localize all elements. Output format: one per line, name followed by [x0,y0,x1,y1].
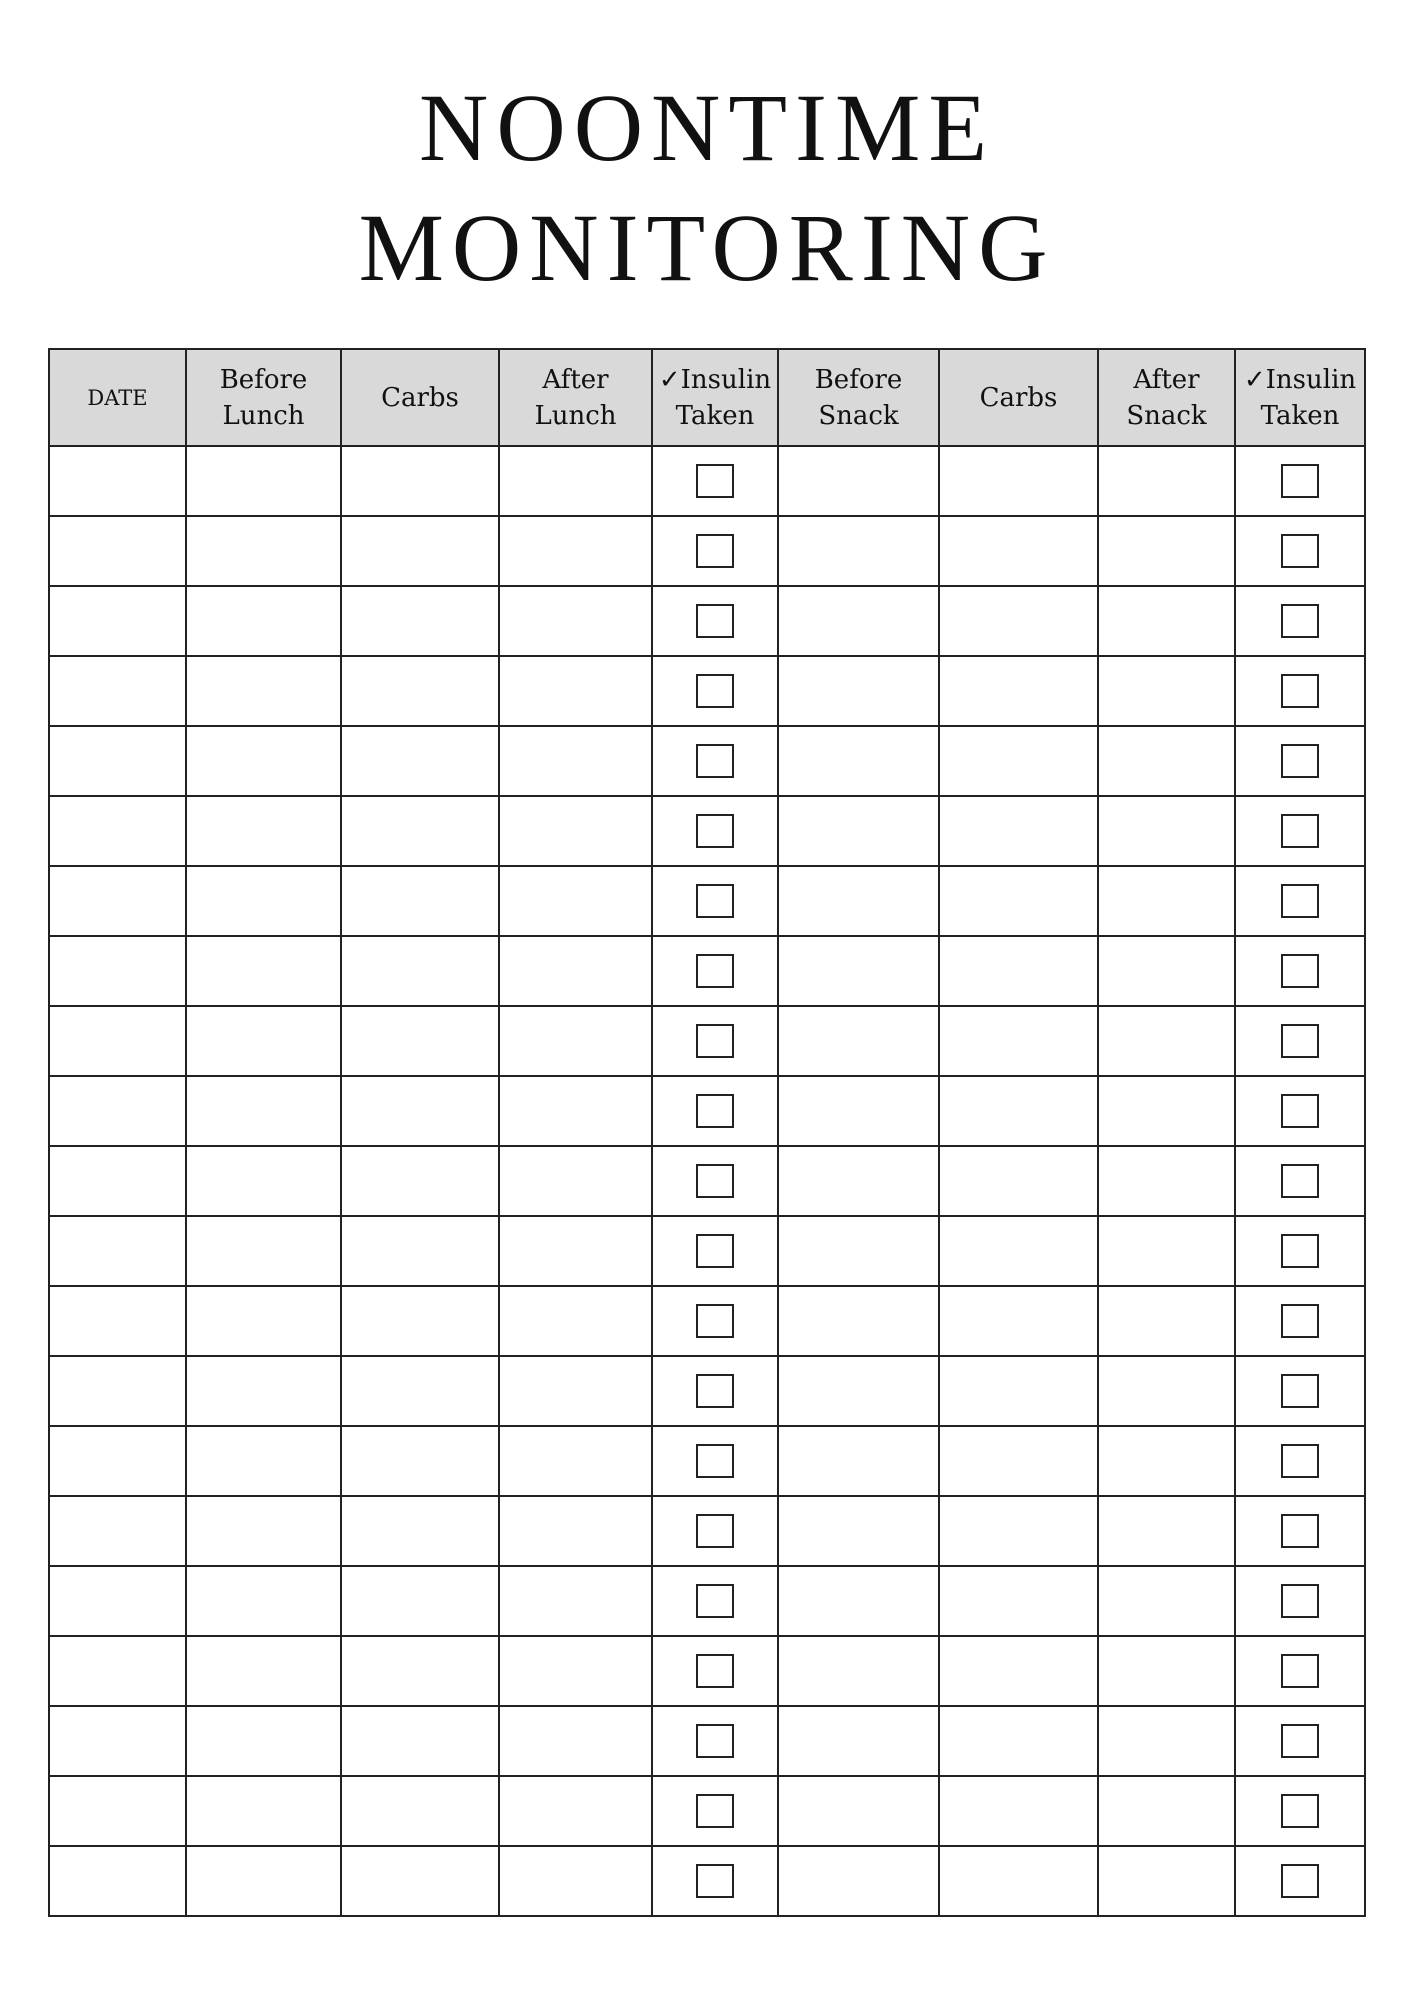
table-row [49,1566,1365,1636]
entry-cell[interactable] [49,1426,186,1496]
entry-cell[interactable] [186,796,341,866]
table-row [49,936,1365,1006]
entry-cell[interactable] [939,1286,1098,1356]
entry-cell[interactable] [49,866,186,936]
entry-cell[interactable] [49,1846,186,1916]
entry-cell[interactable] [341,1496,499,1566]
insulin-taken-checkbox[interactable] [696,954,734,988]
insulin-cell [1235,1636,1365,1706]
entry-cell[interactable] [341,796,499,866]
insulin-taken-checkbox[interactable] [1281,1584,1319,1618]
insulin-taken-checkbox[interactable] [1281,1024,1319,1058]
table-row [49,656,1365,726]
insulin-taken-checkbox[interactable] [696,814,734,848]
entry-cell[interactable] [499,1216,652,1286]
entry-cell[interactable] [1098,1496,1235,1566]
entry-cell[interactable] [778,1146,939,1216]
entry-cell[interactable] [778,1636,939,1706]
table-row [49,1846,1365,1916]
entry-cell[interactable] [341,1706,499,1776]
entry-cell[interactable] [186,1706,341,1776]
entry-cell[interactable] [186,936,341,1006]
entry-cell[interactable] [49,516,186,586]
entry-cell[interactable] [186,516,341,586]
entry-cell[interactable] [1098,796,1235,866]
entry-cell[interactable] [1098,1706,1235,1776]
entry-cell[interactable] [186,1216,341,1286]
entry-cell[interactable] [778,1216,939,1286]
insulin-cell [1235,936,1365,1006]
entry-cell[interactable] [186,446,341,516]
entry-cell[interactable] [341,1146,499,1216]
entry-cell[interactable] [341,1216,499,1286]
insulin-cell [652,656,778,726]
insulin-taken-checkbox[interactable] [1281,1234,1319,1268]
entry-cell[interactable] [341,1356,499,1426]
page-title-line-2: MONITORING [358,194,1056,301]
entry-cell[interactable] [939,1146,1098,1216]
insulin-cell [1235,446,1365,516]
table-row [49,516,1365,586]
table-row [49,446,1365,516]
insulin-cell [652,796,778,866]
entry-cell[interactable] [341,1776,499,1846]
entry-cell[interactable] [939,1006,1098,1076]
table-row [49,726,1365,796]
entry-cell[interactable] [778,1286,939,1356]
insulin-cell [652,936,778,1006]
entry-cell[interactable] [939,586,1098,656]
entry-cell[interactable] [341,516,499,586]
entry-cell[interactable] [939,1846,1098,1916]
table-row [49,586,1365,656]
entry-cell[interactable] [49,656,186,726]
insulin-taken-checkbox[interactable] [696,1864,734,1898]
entry-cell[interactable] [49,1076,186,1146]
insulin-cell [652,516,778,586]
table-row [49,1636,1365,1706]
entry-cell[interactable] [499,866,652,936]
entry-cell[interactable] [1098,726,1235,796]
entry-cell[interactable] [341,446,499,516]
entry-cell[interactable] [939,726,1098,796]
insulin-taken-checkbox[interactable] [696,884,734,918]
entry-cell[interactable] [778,1706,939,1776]
entry-cell[interactable] [49,1146,186,1216]
entry-cell[interactable] [778,1496,939,1566]
entry-cell[interactable] [499,796,652,866]
insulin-cell [652,1846,778,1916]
entry-cell[interactable] [1098,516,1235,586]
entry-cell[interactable] [499,1286,652,1356]
entry-cell[interactable] [341,726,499,796]
entry-cell[interactable] [186,1006,341,1076]
entry-cell[interactable] [49,796,186,866]
insulin-taken-checkbox[interactable] [1281,464,1319,498]
insulin-cell [1235,1216,1365,1286]
entry-cell[interactable] [778,1846,939,1916]
column-header: ✓Insulin Taken [652,349,778,446]
insulin-taken-checkbox[interactable] [1281,604,1319,638]
entry-cell[interactable] [49,1006,186,1076]
page-title-line-1: NOONTIME [419,74,995,181]
insulin-cell [1235,1706,1365,1776]
insulin-cell [1235,1146,1365,1216]
insulin-cell [1235,586,1365,656]
entry-cell[interactable] [939,866,1098,936]
insulin-taken-checkbox[interactable] [696,1444,734,1478]
insulin-taken-checkbox[interactable] [696,1584,734,1618]
insulin-cell [652,1356,778,1426]
entry-cell[interactable] [778,866,939,936]
insulin-taken-checkbox[interactable] [696,1514,734,1548]
insulin-taken-checkbox[interactable] [1281,1094,1319,1128]
insulin-taken-checkbox[interactable] [696,674,734,708]
entry-cell[interactable] [499,1846,652,1916]
entry-cell[interactable] [939,1566,1098,1636]
column-header: Before Snack [778,349,939,446]
entry-cell[interactable] [341,1006,499,1076]
entry-cell[interactable] [939,1496,1098,1566]
insulin-cell [652,1706,778,1776]
insulin-cell [1235,656,1365,726]
entry-cell[interactable] [499,1566,652,1636]
insulin-cell [1235,1356,1365,1426]
entry-cell[interactable] [939,656,1098,726]
entry-cell[interactable] [341,656,499,726]
entry-cell[interactable] [186,1496,341,1566]
entry-cell[interactable] [49,1286,186,1356]
entry-cell[interactable] [939,1216,1098,1286]
entry-cell[interactable] [1098,1636,1235,1706]
insulin-taken-checkbox[interactable] [1281,884,1319,918]
insulin-taken-checkbox[interactable] [696,1094,734,1128]
entry-cell[interactable] [939,1356,1098,1426]
column-header: DATE [49,349,186,446]
insulin-taken-checkbox[interactable] [696,1304,734,1338]
entry-cell[interactable] [499,1496,652,1566]
entry-cell[interactable] [1098,1776,1235,1846]
insulin-cell [1235,1006,1365,1076]
insulin-cell [1235,1776,1365,1846]
entry-cell[interactable] [341,1426,499,1496]
insulin-taken-checkbox[interactable] [1281,954,1319,988]
insulin-cell [1235,516,1365,586]
insulin-cell [1235,1426,1365,1496]
table-row [49,1076,1365,1146]
insulin-cell [1235,1566,1365,1636]
entry-cell[interactable] [499,1356,652,1426]
entry-cell[interactable] [49,1566,186,1636]
table-row [49,1146,1365,1216]
entry-cell[interactable] [499,1076,652,1146]
entry-cell[interactable] [939,1776,1098,1846]
entry-cell[interactable] [499,1146,652,1216]
entry-cell[interactable] [186,1636,341,1706]
column-header: Carbs [341,349,499,446]
table-row [49,1426,1365,1496]
entry-cell[interactable] [499,1006,652,1076]
entry-cell[interactable] [341,1076,499,1146]
entry-cell[interactable] [778,1076,939,1146]
entry-cell[interactable] [778,656,939,726]
entry-cell[interactable] [778,586,939,656]
table-row [49,1356,1365,1426]
insulin-cell [652,1776,778,1846]
insulin-taken-checkbox[interactable] [696,1374,734,1408]
table-row [49,1496,1365,1566]
entry-cell[interactable] [341,936,499,1006]
entry-cell[interactable] [341,1286,499,1356]
entry-cell[interactable] [186,1846,341,1916]
entry-cell[interactable] [49,1496,186,1566]
entry-cell[interactable] [1098,866,1235,936]
entry-cell[interactable] [1098,1006,1235,1076]
entry-cell[interactable] [49,586,186,656]
entry-cell[interactable] [778,1006,939,1076]
entry-cell[interactable] [499,656,652,726]
entry-cell[interactable] [499,446,652,516]
insulin-cell [652,1636,778,1706]
insulin-taken-checkbox[interactable] [696,534,734,568]
entry-cell[interactable] [1098,1076,1235,1146]
column-header: After Lunch [499,349,652,446]
entry-cell[interactable] [341,1846,499,1916]
insulin-cell [652,1426,778,1496]
entry-cell[interactable] [939,1076,1098,1146]
insulin-taken-checkbox[interactable] [1281,1724,1319,1758]
insulin-taken-checkbox[interactable] [1281,1514,1319,1548]
insulin-cell [652,1496,778,1566]
entry-cell[interactable] [186,1426,341,1496]
table-row [49,1706,1365,1776]
monitoring-table [48,348,1366,1917]
entry-cell[interactable] [186,726,341,796]
entry-cell[interactable] [778,516,939,586]
entry-cell[interactable] [1098,1426,1235,1496]
entry-cell[interactable] [778,796,939,866]
insulin-cell [1235,1286,1365,1356]
insulin-cell [1235,866,1365,936]
entry-cell[interactable] [778,446,939,516]
insulin-taken-checkbox[interactable] [696,1794,734,1828]
table-row [49,1216,1365,1286]
insulin-cell [1235,796,1365,866]
table-row [49,866,1365,936]
insulin-cell [652,446,778,516]
entry-cell[interactable] [1098,656,1235,726]
insulin-taken-checkbox[interactable] [1281,534,1319,568]
entry-cell[interactable] [341,586,499,656]
entry-cell[interactable] [499,1706,652,1776]
insulin-taken-checkbox[interactable] [1281,1864,1319,1898]
insulin-cell [652,1216,778,1286]
column-header: Before Lunch [186,349,341,446]
entry-cell[interactable] [778,1356,939,1426]
entry-cell[interactable] [1098,1356,1235,1426]
insulin-taken-checkbox[interactable] [1281,1374,1319,1408]
column-header: Carbs [939,349,1098,446]
entry-cell[interactable] [939,1426,1098,1496]
insulin-taken-checkbox[interactable] [696,1024,734,1058]
entry-cell[interactable] [939,1706,1098,1776]
table-row [49,796,1365,866]
entry-cell[interactable] [499,726,652,796]
entry-cell[interactable] [1098,446,1235,516]
entry-cell[interactable] [186,1076,341,1146]
entry-cell[interactable] [186,1356,341,1426]
insulin-taken-checkbox[interactable] [1281,1794,1319,1828]
entry-cell[interactable] [341,866,499,936]
table-row [49,1286,1365,1356]
entry-cell[interactable] [186,1146,341,1216]
insulin-taken-checkbox[interactable] [1281,1444,1319,1478]
insulin-taken-checkbox[interactable] [696,604,734,638]
insulin-cell [1235,1076,1365,1146]
entry-cell[interactable] [186,1286,341,1356]
entry-cell[interactable] [1098,1216,1235,1286]
column-header: ✓Insulin Taken [1235,349,1365,446]
entry-cell[interactable] [49,1706,186,1776]
entry-cell[interactable] [778,726,939,796]
entry-cell[interactable] [939,516,1098,586]
insulin-taken-checkbox[interactable] [1281,814,1319,848]
entry-cell[interactable] [49,1216,186,1286]
insulin-cell [652,1566,778,1636]
entry-cell[interactable] [778,1776,939,1846]
insulin-taken-checkbox[interactable] [1281,744,1319,778]
entry-cell[interactable] [1098,586,1235,656]
insulin-taken-checkbox[interactable] [696,464,734,498]
entry-cell[interactable] [499,516,652,586]
entry-cell[interactable] [49,1636,186,1706]
insulin-taken-checkbox[interactable] [696,744,734,778]
insulin-taken-checkbox[interactable] [696,1234,734,1268]
insulin-cell [652,1146,778,1216]
entry-cell[interactable] [939,936,1098,1006]
insulin-taken-checkbox[interactable] [696,1164,734,1198]
entry-cell[interactable] [186,866,341,936]
entry-cell[interactable] [49,936,186,1006]
insulin-taken-checkbox[interactable] [1281,674,1319,708]
insulin-cell [652,866,778,936]
entry-cell[interactable] [186,1776,341,1846]
entry-cell[interactable] [778,1566,939,1636]
entry-cell[interactable] [341,1566,499,1636]
table-row [49,1006,1365,1076]
entry-cell[interactable] [778,1426,939,1496]
entry-cell[interactable] [186,586,341,656]
entry-cell[interactable] [499,936,652,1006]
insulin-cell [652,1006,778,1076]
entry-cell[interactable] [1098,1146,1235,1216]
insulin-cell [1235,1846,1365,1916]
insulin-taken-checkbox[interactable] [1281,1164,1319,1198]
insulin-cell [652,1286,778,1356]
insulin-cell [1235,1496,1365,1566]
entry-cell[interactable] [939,446,1098,516]
entry-cell[interactable] [1098,1566,1235,1636]
column-header: After Snack [1098,349,1235,446]
entry-cell[interactable] [939,1636,1098,1706]
entry-cell[interactable] [341,1636,499,1706]
entry-cell[interactable] [49,726,186,796]
insulin-taken-checkbox[interactable] [1281,1654,1319,1688]
insulin-cell [652,1076,778,1146]
entry-cell[interactable] [939,796,1098,866]
entry-cell[interactable] [499,1426,652,1496]
insulin-cell [652,726,778,796]
table-row [49,1776,1365,1846]
entry-cell[interactable] [1098,1286,1235,1356]
entry-cell[interactable] [49,1776,186,1846]
entry-cell[interactable] [1098,936,1235,1006]
insulin-taken-checkbox[interactable] [1281,1304,1319,1338]
entry-cell[interactable] [49,446,186,516]
entry-cell[interactable] [499,586,652,656]
insulin-cell [652,586,778,656]
insulin-taken-checkbox[interactable] [696,1724,734,1758]
entry-cell[interactable] [186,1566,341,1636]
entry-cell[interactable] [1098,1846,1235,1916]
insulin-cell [1235,726,1365,796]
entry-cell[interactable] [499,1776,652,1846]
entry-cell[interactable] [49,1356,186,1426]
entry-cell[interactable] [499,1636,652,1706]
entry-cell[interactable] [778,936,939,1006]
entry-cell[interactable] [186,656,341,726]
insulin-taken-checkbox[interactable] [696,1654,734,1688]
